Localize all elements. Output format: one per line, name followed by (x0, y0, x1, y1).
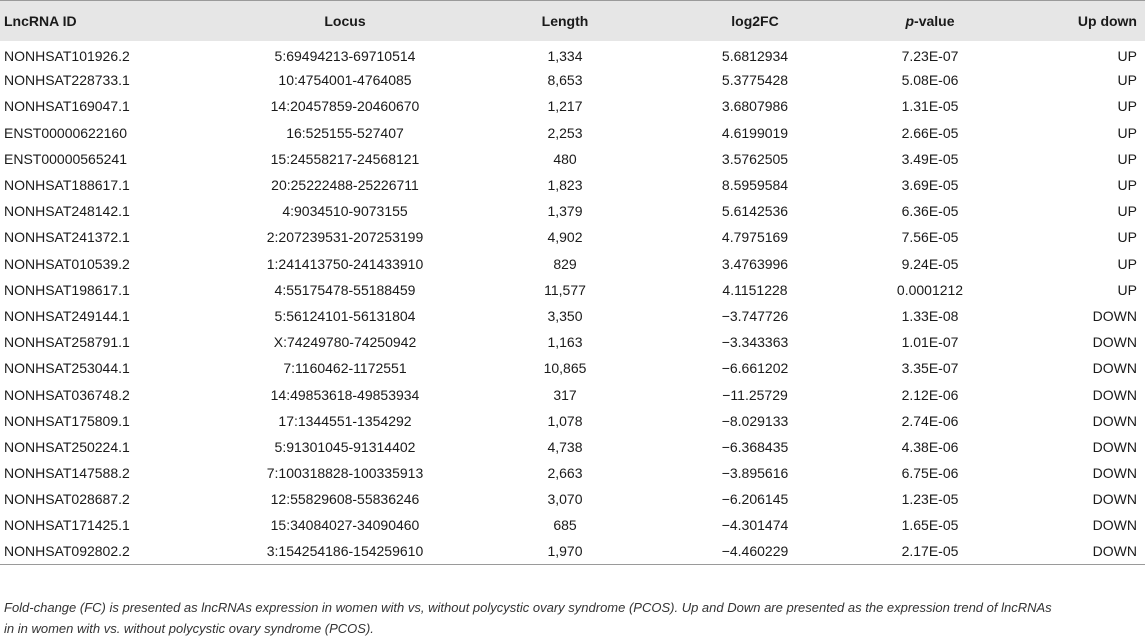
cell-log2fc: −6.661202 (721, 360, 789, 377)
cell-length: 3,070 (547, 491, 583, 508)
cell-lncrna-id: NONHSAT169047.1 (4, 98, 130, 115)
cell-log2fc: 5.6812934 (721, 47, 789, 64)
cell-lncrna-id: NONHSAT171425.1 (4, 517, 130, 534)
cell-up-down: UP (1117, 150, 1137, 167)
top-rule (0, 0, 1145, 1)
header-length: Length (541, 12, 589, 29)
cell-log2fc: 5.3775428 (721, 72, 789, 89)
cell-p-value: 2.66E-05 (901, 124, 959, 141)
cell-locus: 10:4754001-4764085 (278, 72, 412, 89)
cell-locus: 7:100318828-100335913 (266, 465, 424, 482)
cell-up-down: DOWN (1092, 491, 1137, 508)
cell-log2fc: −6.368435 (721, 438, 789, 455)
cell-log2fc: −3.747726 (721, 307, 789, 324)
cell-log2fc: 4.6199019 (721, 124, 789, 141)
cell-locus: 2:207239531-207253199 (266, 229, 424, 246)
cell-up-down: UP (1117, 98, 1137, 115)
header-up-down: Up down (1077, 12, 1137, 29)
cell-log2fc: −8.029133 (721, 412, 789, 429)
table-row (0, 381, 1145, 407)
cell-locus: 3:154254186-154259610 (266, 543, 424, 560)
cell-p-value: 7.56E-05 (901, 229, 959, 246)
cell-up-down: DOWN (1092, 517, 1137, 534)
table-row (0, 172, 1145, 198)
cell-p-value: 1.31E-05 (901, 98, 959, 115)
cell-p-value: 2.12E-06 (901, 386, 959, 403)
cell-up-down: UP (1117, 255, 1137, 272)
cell-lncrna-id: NONHSAT092802.2 (4, 543, 130, 560)
cell-p-value: 9.24E-05 (901, 255, 959, 272)
cell-locus: 5:56124101-56131804 (274, 307, 416, 324)
cell-up-down: UP (1117, 47, 1137, 64)
header-p-letter: p (905, 12, 915, 29)
cell-log2fc: −6.206145 (721, 491, 789, 508)
cell-length: 4,738 (547, 438, 583, 455)
cell-length: 8,653 (547, 72, 583, 89)
cell-up-down: UP (1117, 229, 1137, 246)
cell-log2fc: −11.25729 (722, 386, 788, 403)
cell-lncrna-id: NONHSAT028687.2 (4, 491, 130, 508)
cell-log2fc: 4.7975169 (721, 229, 789, 246)
table-header-row (0, 0, 1145, 41)
table-row (0, 303, 1145, 329)
table-row (0, 486, 1145, 512)
cell-lncrna-id: NONHSAT175809.1 (4, 412, 130, 429)
footnote-line-1: Fold-change (FC) is presented as lncRNAs expression in women with vs, without polycystic ovary syndrome (PCOS). Up and Down are presented as the expression trend of lncRNAs (4, 600, 1052, 615)
table-row (0, 512, 1145, 538)
cell-lncrna-id: NONHSAT101926.2 (4, 47, 130, 64)
table-row (0, 251, 1145, 277)
cell-up-down: UP (1117, 124, 1137, 141)
cell-log2fc: 3.4763996 (721, 255, 789, 272)
cell-length: 4,902 (547, 229, 583, 246)
cell-lncrna-id: NONHSAT228733.1 (4, 72, 130, 89)
header-p-value (850, 0, 1010, 41)
cell-p-value: 4.38E-06 (901, 438, 959, 455)
cell-p-value: 1.65E-05 (901, 517, 959, 534)
table-row (0, 329, 1145, 355)
cell-lncrna-id: NONHSAT188617.1 (4, 177, 130, 194)
cell-lncrna-id: NONHSAT010539.2 (4, 255, 130, 272)
cell-log2fc: 4.1151228 (722, 281, 788, 298)
cell-locus: 7:1160462-1172551 (283, 360, 407, 377)
cell-lncrna-id: NONHSAT253044.1 (4, 360, 130, 377)
cell-log2fc: 3.5762505 (721, 150, 789, 167)
table-row (0, 146, 1145, 172)
cell-length: 1,163 (547, 334, 583, 351)
cell-locus: 14:49853618-49853934 (270, 386, 420, 403)
cell-up-down: UP (1117, 203, 1137, 220)
cell-up-down: DOWN (1092, 360, 1137, 377)
cell-lncrna-id: NONHSAT147588.2 (4, 465, 130, 482)
cell-up-down: DOWN (1092, 412, 1137, 429)
cell-locus: 20:25222488-25226711 (271, 177, 419, 194)
cell-log2fc: −4.301474 (721, 517, 789, 534)
cell-locus: 17:1344551-1354292 (278, 412, 412, 429)
cell-lncrna-id: NONHSAT036748.2 (4, 386, 130, 403)
cell-length: 10,865 (543, 360, 587, 377)
table-row (0, 67, 1145, 93)
table-row (0, 460, 1145, 486)
cell-locus: 15:24558217-24568121 (270, 150, 420, 167)
cell-up-down: DOWN (1092, 334, 1137, 351)
footnote-line-2: in in women with vs. without polycystic ovary syndrome (PCOS). (4, 621, 374, 636)
cell-log2fc: 5.6142536 (721, 203, 789, 220)
cell-p-value: 3.49E-05 (901, 150, 959, 167)
table-row (0, 355, 1145, 381)
cell-locus: 12:55829608-55836246 (270, 491, 420, 508)
cell-up-down: DOWN (1092, 465, 1137, 482)
cell-lncrna-id: ENST00000565241 (4, 150, 127, 167)
cell-p-value: 2.17E-05 (901, 543, 959, 560)
cell-up-down: DOWN (1092, 543, 1137, 560)
cell-locus: X:74249780-74250942 (273, 334, 417, 351)
table-row (0, 539, 1145, 565)
table-body (0, 41, 1145, 565)
cell-lncrna-id: NONHSAT250224.1 (4, 438, 130, 455)
cell-p-value: 6.36E-05 (901, 203, 959, 220)
cell-up-down: UP (1117, 72, 1137, 89)
cell-lncrna-id: NONHSAT249144.1 (4, 307, 130, 324)
cell-log2fc: −4.460229 (721, 543, 789, 560)
cell-length: 480 (553, 150, 577, 167)
cell-length: 1,970 (547, 543, 583, 560)
table-row (0, 224, 1145, 250)
cell-locus: 4:9034510-9073155 (282, 203, 408, 220)
cell-lncrna-id: NONHSAT198617.1 (4, 281, 130, 298)
table-row (0, 198, 1145, 224)
table-row (0, 408, 1145, 434)
header-log2fc: log2FC (731, 12, 779, 29)
table-row (0, 93, 1145, 119)
cell-length: 1,078 (547, 412, 583, 429)
cell-lncrna-id: ENST00000622160 (4, 124, 127, 141)
cell-p-value: 6.75E-06 (901, 465, 959, 482)
cell-log2fc: 3.6807986 (721, 98, 789, 115)
cell-p-value: 2.74E-06 (901, 412, 959, 429)
cell-up-down: DOWN (1092, 386, 1137, 403)
cell-length: 1,334 (547, 47, 583, 64)
cell-length: 1,823 (547, 177, 583, 194)
cell-length: 685 (553, 517, 577, 534)
cell-p-value: 1.23E-05 (901, 491, 959, 508)
header-p-rest: -value (914, 12, 955, 29)
cell-locus: 5:69494213-69710514 (274, 47, 416, 64)
cell-p-value: 1.01E-07 (901, 334, 959, 351)
table-row (0, 277, 1145, 303)
cell-locus: 1:241413750-241433910 (266, 255, 424, 272)
cell-length: 829 (553, 255, 577, 272)
cell-up-down: UP (1117, 177, 1137, 194)
cell-p-value: 1.33E-08 (901, 307, 959, 324)
cell-length: 1,217 (547, 98, 583, 115)
cell-p-value: 5.08E-06 (901, 72, 959, 89)
cell-lncrna-id: NONHSAT258791.1 (4, 334, 130, 351)
cell-locus: 14:20457859-20460670 (270, 98, 420, 115)
cell-up-down: UP (1117, 281, 1137, 298)
cell-lncrna-id: NONHSAT248142.1 (4, 203, 130, 220)
cell-locus: 4:55175478-55188459 (274, 281, 416, 298)
cell-length: 2,663 (547, 465, 583, 482)
table-row (0, 41, 1145, 67)
cell-locus: 15:34084027-34090460 (270, 517, 420, 534)
cell-log2fc: −3.343363 (721, 334, 789, 351)
cell-length: 1,379 (547, 203, 583, 220)
cell-length: 2,253 (547, 124, 583, 141)
cell-locus: 5:91301045-91314402 (274, 438, 416, 455)
cell-log2fc: −3.895616 (721, 465, 789, 482)
table-row (0, 120, 1145, 146)
cell-p-value: 3.35E-07 (901, 360, 959, 377)
cell-p-value: 7.23E-07 (901, 47, 959, 64)
cell-up-down: DOWN (1092, 438, 1137, 455)
cell-locus: 16:525155-527407 (286, 124, 404, 141)
header-lncrna-id: LncRNA ID (4, 12, 77, 29)
cell-log2fc: 8.5959584 (721, 177, 789, 194)
cell-length: 317 (553, 386, 577, 403)
cell-lncrna-id: NONHSAT241372.1 (4, 229, 130, 246)
cell-length: 3,350 (547, 307, 583, 324)
cell-up-down: DOWN (1092, 307, 1137, 324)
table-row (0, 434, 1145, 460)
cell-length: 11,577 (544, 281, 586, 298)
header-locus: Locus (324, 12, 366, 29)
table-footnote (4, 597, 1134, 639)
cell-p-value: 0.0001212 (896, 281, 964, 298)
cell-p-value: 3.69E-05 (901, 177, 959, 194)
